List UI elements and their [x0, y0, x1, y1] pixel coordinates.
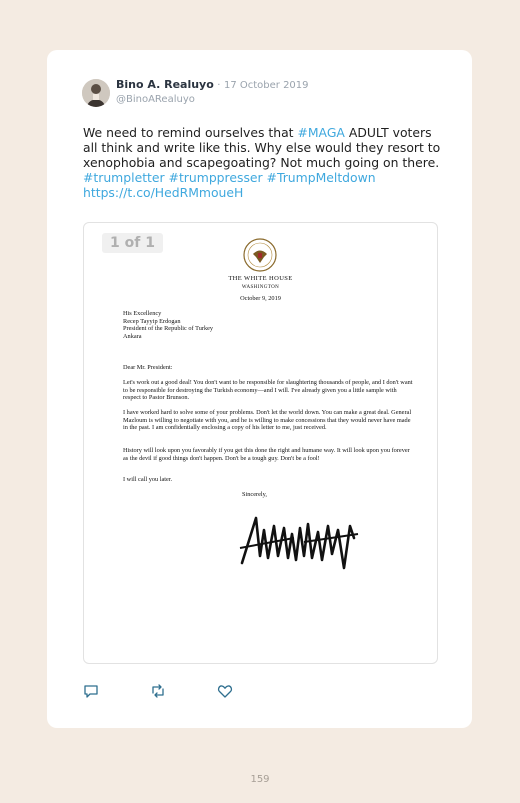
author-handle[interactable]: @BinoARealuyo — [116, 94, 195, 105]
tweet-header — [82, 78, 309, 107]
separator: · — [217, 80, 221, 91]
tweet-actions — [83, 683, 284, 699]
reply-icon[interactable] — [83, 683, 99, 699]
tweet-url[interactable]: https://t.co/HedRMmoueH — [83, 185, 244, 200]
tweet-media[interactable] — [83, 222, 438, 664]
signature-image — [234, 508, 364, 580]
hashtag-maga[interactable]: #MAGA — [297, 125, 345, 140]
letter-paragraph-4: I will call you later. — [123, 476, 173, 483]
letter-paragraph-1: Let's work out a good deal! You don't want to be responsible for slaughtering thousands of people, and I don't want to be responsible for destroying the Turkish economy—and I will. I've already given you a little sample with respect to Pastor Brunson. — [123, 379, 413, 402]
letter-closing: Sincerely, — [242, 491, 267, 498]
tweet-text-part-1: We need to remind ourselves that — [83, 125, 298, 140]
tweet-hashtags[interactable]: #trumpletter #trumppresser #TrumpMeltdown — [83, 170, 376, 185]
letter-paragraph-3: History will look upon you favorably if you get this done the right and humane way. It will look upon you forever as the devil if good things don't happen. Don't be a tough guy. Don't be a fool! — [123, 447, 410, 462]
letter-date: October 9, 2019 — [240, 295, 281, 302]
letterhead-city: WASHINGTON — [241, 285, 280, 290]
address-line: His Excellency — [123, 310, 162, 317]
retweet-icon[interactable] — [150, 683, 166, 699]
presidential-seal-icon — [242, 237, 278, 273]
address-line: Ankara — [123, 332, 142, 340]
author-name[interactable]: Bino A. Realuyo — [116, 78, 214, 91]
letter-address — [123, 310, 413, 340]
tweet-text — [83, 125, 443, 200]
like-icon[interactable] — [217, 683, 233, 699]
address-line: President of the Republic of Turkey — [123, 325, 214, 333]
tweet-card — [47, 50, 472, 728]
letterhead: THE WHITE HOUSE — [228, 275, 293, 282]
tweet-text-part-2: ADULT voters all think and write like this. Why else would they resort to xenophobia and scapegoating? Not much going on there. — [83, 125, 441, 170]
avatar-image — [82, 79, 110, 107]
letter-paragraph-2: I have worked hard to solve some of your problems. Don't let the world down. You can make a great deal. General Mazloum is willing to negotiate with you, and he is willing to make concessions that they would never have made in the past. I am confidentially enclosing a copy of his letter to me, just received. — [123, 409, 412, 432]
page-number: 159 — [250, 774, 270, 785]
letter-image — [84, 223, 437, 663]
avatar[interactable] — [82, 79, 110, 107]
letter-salutation: Dear Mr. President: — [123, 364, 173, 371]
media-counter: 1 of 1 — [102, 233, 163, 253]
address-line: Recep Tayyip Erdogan — [123, 317, 181, 325]
tweet-date[interactable]: 17 October 2019 — [223, 80, 309, 91]
